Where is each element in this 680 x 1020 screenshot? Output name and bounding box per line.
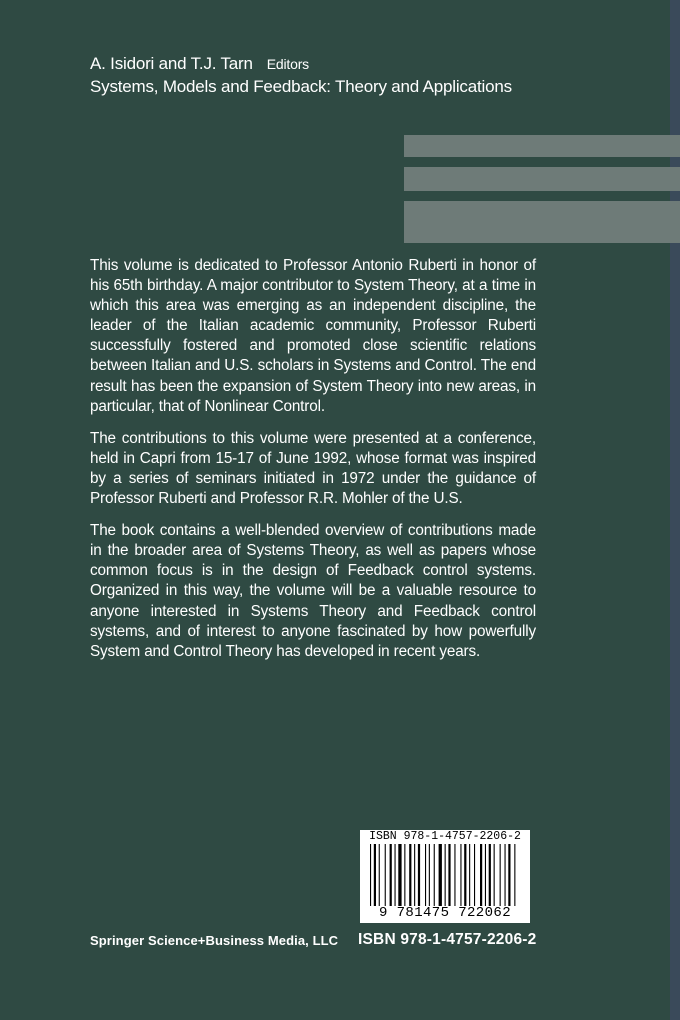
- blurb-paragraph-3: The book contains a well-blended overview of contributions made in the broader area of Systems Theory, as well as papers whose common focus is in the design of Feedback control systems. Organized in this way, the volume will be a valuable resource to anyone interested in Systems Theory and Feedback control systems, and of interest to anyone fascinated by how powerfully System and Control Theory has developed in recent years.: [90, 522, 536, 660]
- barcode-isbn-text: ISBN 978-1-4757-2206-2: [369, 830, 521, 843]
- barcode-bar: [414, 844, 415, 906]
- editors-role: Editors: [266, 56, 309, 72]
- barcode-bar: [370, 844, 371, 906]
- barcode-bar: [464, 844, 466, 906]
- barcode-bar: [494, 844, 495, 906]
- barcode-bar: [374, 844, 376, 906]
- publisher-name: Springer Science+Business Media, LLC: [90, 933, 339, 948]
- barcode-bar: [385, 844, 386, 906]
- barcode-digits: 9 781475 722062: [378, 905, 512, 921]
- barcode-bar: [409, 844, 411, 906]
- barcode-bar: [514, 844, 515, 906]
- barcode-bar: [508, 844, 510, 906]
- barcode-bar: [485, 844, 486, 906]
- editors-names: A. Isidori and T.J. Tarn: [90, 54, 253, 73]
- barcode-bar: [429, 844, 430, 906]
- barcode-bar: [454, 844, 455, 906]
- decorative-stripe-1: [404, 135, 680, 157]
- barcode-bar: [379, 844, 380, 906]
- barcode-bar: [500, 844, 501, 906]
- blurb-paragraph-1: This volume is dedicated to Professor Antonio Ruberti in honor of his 65th birthday. A major contributor to System Theory, at a time in which this area was emerging as an independent discipline, the leader of the Italian academic community, Professor Ruberti successfully fostered and promoted close scientific relations between Italian and U.S. scholars in Systems and Control. The end result has been the expansion of System Theory into new areas, in particular, that of Nonlinear Control.: [90, 257, 536, 415]
- barcode-bar: [505, 844, 506, 906]
- barcode-bar: [434, 844, 435, 906]
- back-cover-blurb: [90, 256, 536, 674]
- barcode-bar: [418, 844, 420, 906]
- barcode-bar: [390, 844, 392, 906]
- editors-line: [90, 54, 309, 74]
- book-title: Systems, Models and Feedback: Theory and Applications: [90, 77, 512, 96]
- barcode-bar: [398, 844, 401, 906]
- barcode-bar: [460, 844, 461, 906]
- barcode-bar: [474, 844, 475, 906]
- barcode-bar: [448, 844, 450, 906]
- blurb-paragraph-2: The contributions to this volume were presented at a conference, held in Capri from 15-17 of June 1992, whose format was inspired by a series of seminars initiated in 1972 under the guidance of Professor Ruberti and Professor R.R. Mohler of the U.S.: [90, 429, 536, 508]
- decorative-stripe-2: [404, 167, 680, 191]
- barcode-bar: [439, 844, 442, 906]
- barcode-bar: [469, 844, 470, 906]
- barcode-bar: [480, 844, 482, 906]
- barcode-bar: [404, 844, 405, 906]
- isbn-footer: ISBN 978-1-4757-2206-2: [358, 931, 537, 948]
- decorative-stripe-3: [404, 201, 680, 243]
- barcode-bar: [489, 844, 491, 906]
- barcode-bar: [395, 844, 396, 906]
- barcode-bars: [368, 844, 524, 906]
- barcode-bar: [425, 844, 426, 906]
- barcode: [360, 830, 530, 923]
- barcode-bar: [445, 844, 446, 906]
